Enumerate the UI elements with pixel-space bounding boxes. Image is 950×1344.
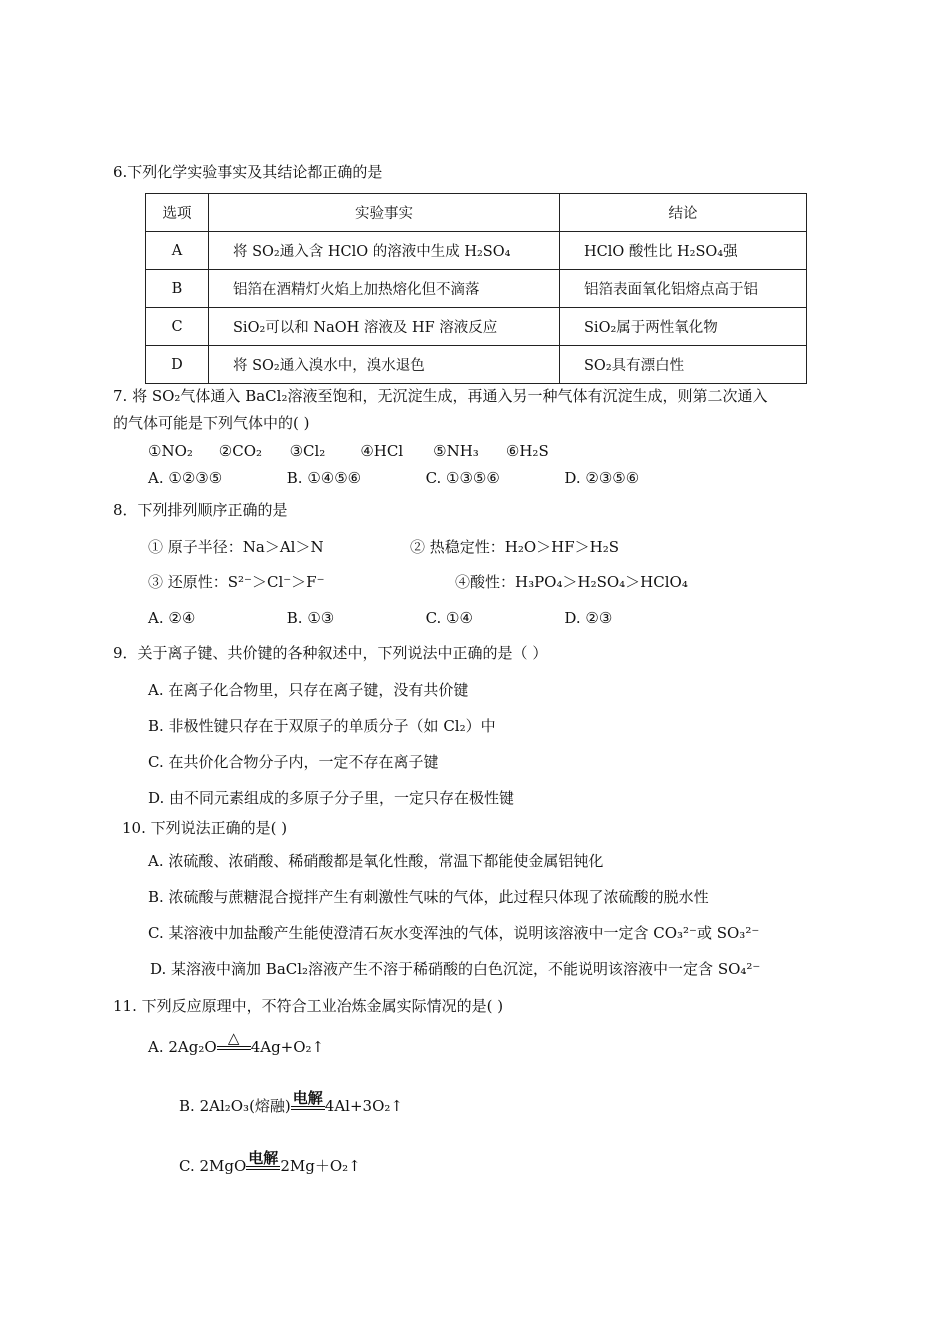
q11-stem: 11. 下列反应原理中，不符合工业冶炼金属实际情况的是( ) [113,997,504,1015]
product: 2Mg＋O₂↑ [280,1157,361,1175]
table-row [146,346,807,384]
q9-option-c: C. 在共价化合物分子内，一定不存在离子键 [148,753,439,771]
q9-option-d: D. 由不同元素组成的多原子分子里，一定只存在极性键 [148,789,515,807]
q7-stem-line1: 7. 将 SO₂气体通入 BaCl₂溶液至饱和，无沉淀生成，再通入另一种气体有沉淀生成，则第二次通入 [113,387,768,405]
row-fact: 将 SO₂通入含 HClO 的溶液中生成 H₂SO₄ [209,232,560,270]
q7-items [148,441,549,461]
q7-item: ②CO₂ [218,442,263,460]
q11-option-b [179,1090,403,1116]
q8-option-c: C. ①④ [425,609,473,627]
row-conclusion: SO₂具有漂白性 [560,346,807,384]
condition-heat: △ [227,1029,240,1047]
q8-stem: 8．下列排列顺序正确的是 [113,501,288,519]
q7-option-d: D. ②③⑤⑥ [564,469,640,487]
q7-item: ⑥H₂S [505,442,549,460]
q9-option-b: B. 非极性键只存在于双原子的单质分子（如 Cl₂）中 [148,717,496,735]
header-conclusion: 结论 [560,194,807,232]
q7-stem-line2: 的气体可能是下列气体中的( ) [113,414,310,432]
header-option: 选项 [146,194,209,232]
row-option: B [146,270,209,308]
row-conclusion: 铝箔表面氧化铝熔点高于铝 [560,270,807,308]
q7-item: ⑤NH₃ [433,442,479,460]
row-option: A [146,232,209,270]
q7-item: ③Cl₂ [289,442,326,460]
q8-option-a: A. ②④ [148,609,196,627]
q11-option-a [148,1030,324,1056]
q10-option-c: C. 某溶液中加盐酸产生能使澄清石灰水变浑浊的气体，说明该溶液中一定含 CO₃²⁻或 SO₃²⁻ [148,924,760,942]
q7-options [148,468,639,488]
q7-option-a: A. ①②③⑤ [148,469,223,487]
q10-stem: 10. 下列说法正确的是( ) [122,819,288,837]
reaction-arrow [291,1090,325,1116]
row-conclusion: HClO 酸性比 H₂SO₄强 [560,232,807,270]
q9-option-a: A. 在离子化合物里，只存在离子键，没有共价键 [148,681,469,699]
condition-electrolysis: 电解 [292,1089,323,1107]
q6-table [145,193,807,384]
q7-option-c: C. ①③⑤⑥ [425,469,500,487]
header-fact: 实验事实 [209,194,560,232]
q7-option-b: B. ①④⑤⑥ [286,469,362,487]
row-fact: 铝箔在酒精灯火焰上加热熔化但不滴落 [209,270,560,308]
q8-statement-3: ③ 还原性：S²⁻＞Cl⁻＞F⁻ [148,573,325,591]
reactant: 2Ag₂O [168,1038,217,1056]
option-label: B. [179,1097,195,1115]
product: 4Al+3O₂↑ [324,1097,403,1115]
product: 4Ag+O₂↑ [250,1038,325,1056]
q8-option-b: B. ①③ [286,609,335,627]
q7-item: ④HCl [360,442,404,460]
option-label: C. [179,1157,195,1175]
q7-item: ①NO₂ [148,442,193,460]
row-conclusion: SiO₂属于两性氧化物 [560,308,807,346]
q6-stem: 6.下列化学实验事实及其结论都正确的是 [113,163,383,181]
option-label: A. [148,1038,164,1056]
q8-statement-4: ④酸性：H₃PO₄＞H₂SO₄＞HClO₄ [455,573,688,591]
q8-statement-1: ① 原子半径：Na＞Al＞N [148,538,324,556]
q9-stem: 9．关于离子键、共价键的各种叙述中，下列说法中正确的是（ ） [113,644,548,662]
table-row [146,308,807,346]
q11-option-c [179,1150,361,1176]
row-fact: 将 SO₂通入溴水中，溴水退色 [209,346,560,384]
q8-option-d: D. ②③ [564,609,613,627]
table-row [146,270,807,308]
condition-electrolysis: 电解 [248,1149,279,1167]
q10-option-a: A. 浓硫酸、浓硝酸、稀硝酸都是氧化性酸，常温下都能使金属铝钝化 [148,852,604,870]
table-header-row [146,194,807,232]
reaction-arrow [246,1150,280,1176]
row-fact: SiO₂可以和 NaOH 溶液及 HF 溶液反应 [209,308,560,346]
row-option: D [146,346,209,384]
table-row [146,232,807,270]
reaction-arrow [217,1030,251,1056]
q10-option-d: D. 某溶液中滴加 BaCl₂溶液产生不溶于稀硝酸的白色沉淀，不能说明该溶液中一定含 SO₄²⁻ [150,960,761,978]
reactant: 2Al₂O₃(熔融) [199,1097,291,1115]
q8-statement-2: ② 热稳定性：H₂O＞HF＞H₂S [410,538,620,556]
q10-option-b: B. 浓硫酸与蔗糖混合搅拌产生有刺激性气味的气体，此过程只体现了浓硫酸的脱水性 [148,888,709,906]
reactant: 2MgO [199,1157,247,1175]
q8-options [148,608,612,628]
row-option: C [146,308,209,346]
